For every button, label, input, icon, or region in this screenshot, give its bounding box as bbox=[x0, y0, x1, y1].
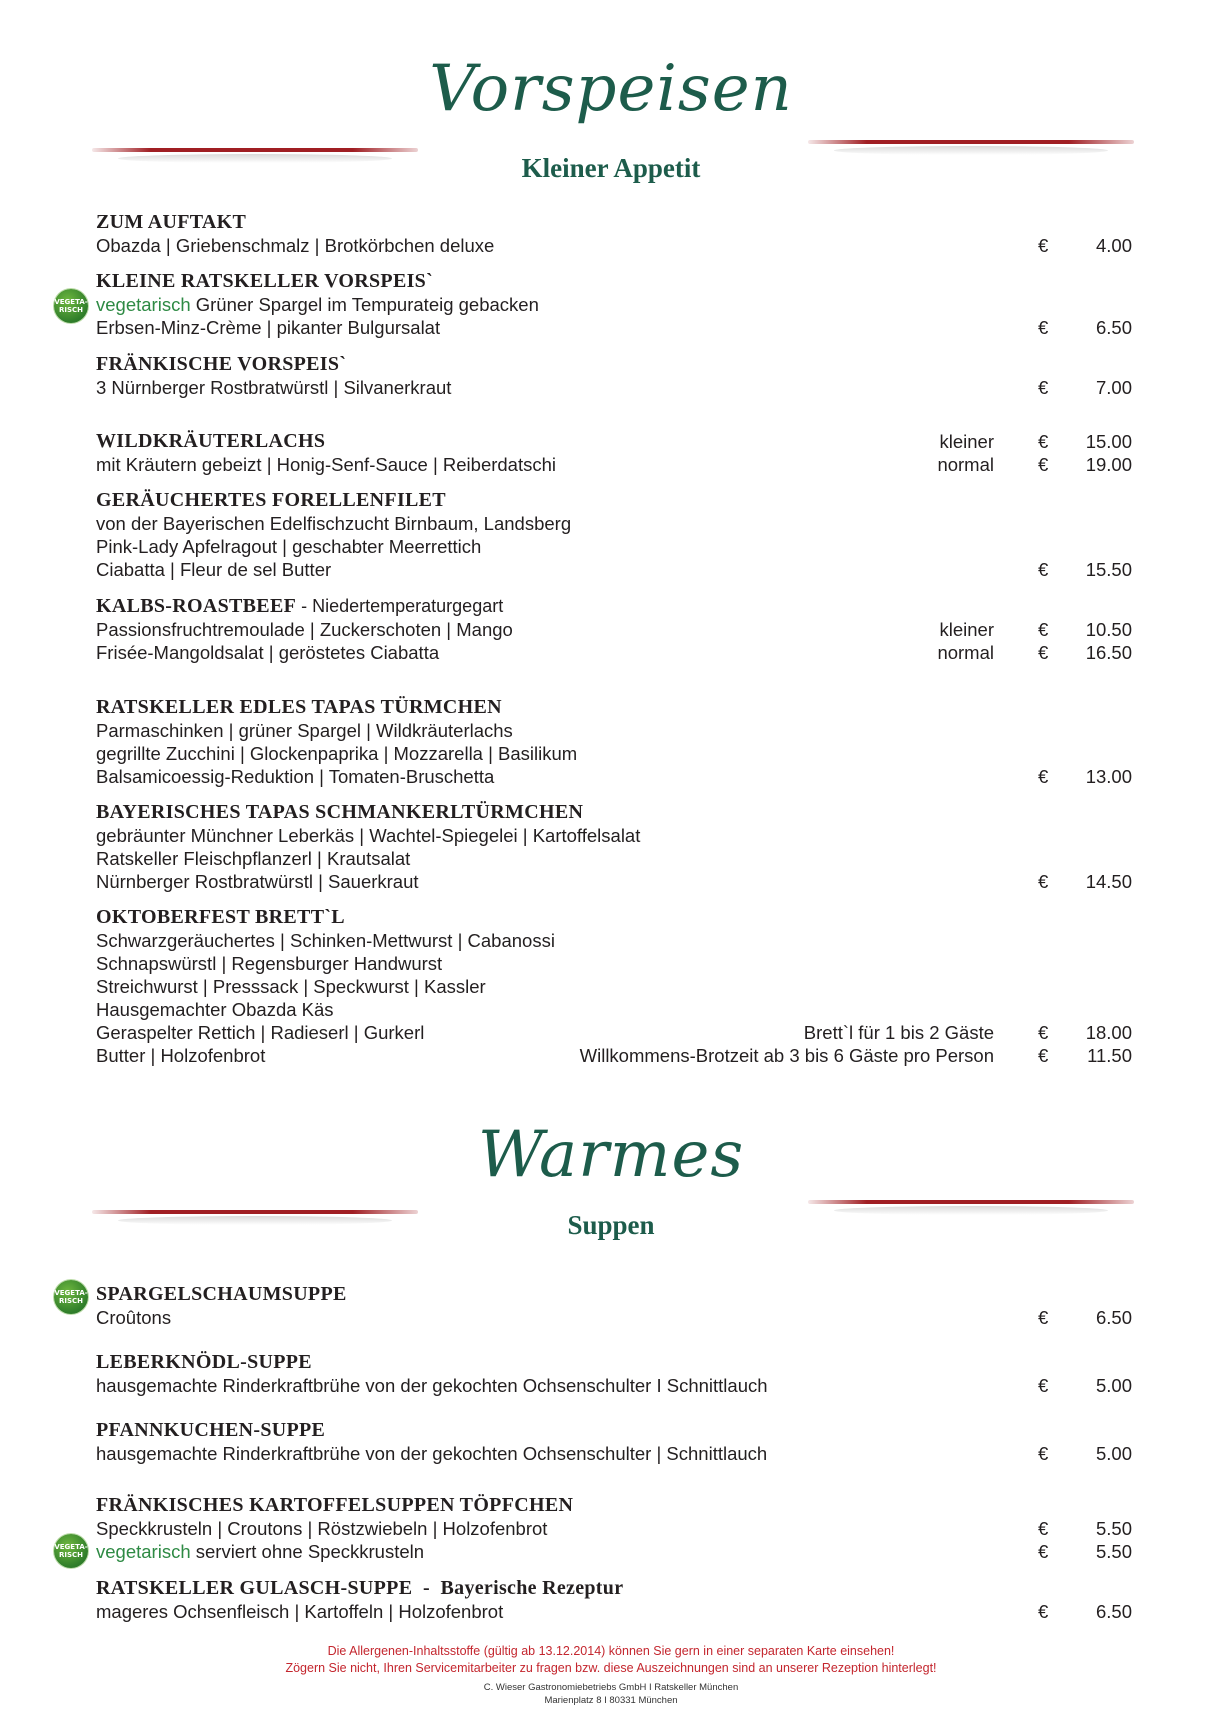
item-desc-text: Grüner Spargel im Tempurateig gebacken bbox=[190, 294, 539, 315]
title-suffix: - Niedertemperaturgegart bbox=[296, 596, 504, 616]
decorative-stroke-left bbox=[92, 148, 418, 152]
item-price-pfannkuchen: 5.00 bbox=[1095, 1443, 1132, 1464]
vegetarian-label: vegetarisch bbox=[96, 1541, 191, 1562]
item-title-schmankerl: BAYERISCHES TAPAS SCHMANKERLTÜRMCHEN bbox=[96, 801, 584, 823]
vegetarian-badge-icon bbox=[54, 1280, 88, 1314]
item-desc-wildkraeuterlachs: mit Kräutern gebeizt | Honig-Senf-Sauce | Reiberdatschi bbox=[96, 454, 557, 475]
title-text: RATSKELLER GULASCH-SUPPE bbox=[96, 1577, 413, 1599]
footer-address: Marienplatz 8 I 80331 München bbox=[544, 1695, 678, 1706]
vegetarian-label: vegetarisch bbox=[96, 294, 191, 315]
item-desc-pfannkuchen: hausgemachte Rinderkraftbrühe von der gekochten Ochsenschulter | Schnittlauch bbox=[96, 1443, 768, 1464]
currency-symbol: € bbox=[1038, 642, 1049, 663]
currency-symbol: € bbox=[1038, 235, 1049, 256]
item-price: 16.50 bbox=[1085, 642, 1132, 663]
item-price-fraenkische-vorspeis: 7.00 bbox=[1095, 377, 1132, 398]
section-subheading-suppen: Suppen bbox=[567, 1210, 655, 1240]
item-desc-auftakt: Obazda | Griebenschmalz | Brotkörbchen deluxe bbox=[96, 235, 495, 256]
currency-symbol: € bbox=[1038, 317, 1049, 338]
item-title-oktoberfest: OKTOBERFEST BRETT`L bbox=[96, 906, 345, 928]
item-title-pfannkuchen: PFANNKUCHEN-SUPPE bbox=[96, 1419, 326, 1441]
item-title-leberknoedel: LEBERKNÖDL-SUPPE bbox=[96, 1351, 312, 1373]
item-title-tapas-tuermchen: RATSKELLER EDLES TAPAS TÜRMCHEN bbox=[96, 696, 502, 718]
item-desc-line: Butter | Holzofenbrot bbox=[96, 1045, 266, 1066]
item-price-auftakt: 4.00 bbox=[1095, 235, 1132, 256]
item-desc-line: Geraspelter Rettich | Radieserl | Gurkerl bbox=[96, 1022, 425, 1043]
size-label: normal bbox=[937, 454, 994, 475]
currency-symbol: € bbox=[1038, 1022, 1049, 1043]
currency-symbol: € bbox=[1038, 1307, 1049, 1328]
size-label: Brett`l für 1 bis 2 Gäste bbox=[803, 1022, 994, 1043]
currency-symbol: € bbox=[1038, 1443, 1049, 1464]
currency-symbol: € bbox=[1038, 619, 1049, 640]
item-title-forellenfilet: GERÄUCHERTES FORELLENFILET bbox=[96, 489, 446, 511]
item-title-kalbs-roastbeef bbox=[96, 595, 503, 618]
size-label: kleiner bbox=[939, 619, 994, 640]
item-desc-line: gegrillte Zucchini | Glockenpaprika | Mozzarella | Basilikum bbox=[96, 743, 578, 764]
item-desc-line: von der Bayerischen Edelfischzucht Birnbaum, Landsberg bbox=[96, 513, 572, 534]
footer-service-note: Zögern Sie nicht, Ihren Servicemitarbeiter zu fragen bzw. diese Auszeichnungen sind an unserer Rezeption hinterlegt! bbox=[285, 1661, 937, 1675]
item-price: 5.50 bbox=[1095, 1518, 1132, 1539]
item-desc-spargelschaum: Croûtons bbox=[96, 1307, 172, 1328]
badge-line1: VEGETA- bbox=[54, 298, 88, 306]
item-desc-line: Frisée-Mangoldsalat | geröstetes Ciabatta bbox=[96, 642, 440, 663]
item-desc-line: gebräunter Münchner Leberkäs | Wachtel-Spiegelei | Kartoffelsalat bbox=[96, 825, 641, 846]
currency-symbol: € bbox=[1038, 454, 1049, 475]
item-price: 19.00 bbox=[1085, 454, 1132, 475]
currency-symbol: € bbox=[1038, 1375, 1049, 1396]
item-desc-line: Parmaschinken | grüner Spargel | Wildkräuterlachs bbox=[96, 720, 513, 741]
item-desc-line: Ciabatta | Fleur de sel Butter bbox=[96, 559, 332, 580]
title-text: KALBS-ROASTBEEF bbox=[96, 595, 297, 617]
item-title-wildkraeuterlachs: WILDKRÄUTERLACHS bbox=[96, 430, 326, 452]
item-desc-text: serviert ohne Speckkrusteln bbox=[190, 1541, 425, 1562]
item-price: 15.00 bbox=[1085, 431, 1132, 452]
item-desc-kleine-vorspeis-2: Erbsen-Minz-Crème | pikanter Bulgursalat bbox=[96, 317, 441, 338]
currency-symbol: € bbox=[1038, 377, 1049, 398]
size-label: normal bbox=[937, 642, 994, 663]
size-label: Willkommens-Brotzeit ab 3 bis 6 Gäste pro Person bbox=[579, 1045, 994, 1066]
badge-line2: RISCH bbox=[58, 306, 84, 314]
currency-symbol: € bbox=[1038, 871, 1049, 892]
item-desc-kartoffelsuppe: Speckkrusteln | Croutons | Röstzwiebeln | Holzofenbrot bbox=[96, 1518, 548, 1539]
item-desc-line: Passionsfruchtremoulade | Zuckerschoten | Mango bbox=[96, 619, 513, 640]
item-price: 18.00 bbox=[1085, 1022, 1132, 1043]
item-desc-line: Ratskeller Fleischpflanzerl | Krautsalat bbox=[96, 848, 411, 869]
currency-symbol: € bbox=[1038, 431, 1049, 452]
item-desc-line: Streichwurst | Presssack | Speckwurst | Kassler bbox=[96, 976, 486, 997]
item-price: 10.50 bbox=[1085, 619, 1132, 640]
currency-symbol: € bbox=[1038, 1045, 1049, 1066]
item-price-schmankerl: 14.50 bbox=[1085, 871, 1132, 892]
item-desc-line: Schnapswürstl | Regensburger Handwurst bbox=[96, 953, 443, 974]
currency-symbol: € bbox=[1038, 559, 1049, 580]
item-desc-line: Pink-Lady Apfelragout | geschabter Meerrettich bbox=[96, 536, 482, 557]
section-subheading-kleiner-appetit: Kleiner Appetit bbox=[521, 153, 701, 183]
currency-symbol: € bbox=[1038, 1518, 1049, 1539]
footer-allergen-note: Die Allergenen-Inhaltsstoffe (gültig ab 13.12.2014) können Sie gern in einer separaten Karte einsehen! bbox=[327, 1644, 895, 1658]
item-title-spargelschaum: SPARGELSCHAUMSUPPE bbox=[96, 1283, 347, 1305]
currency-symbol: € bbox=[1038, 1541, 1049, 1562]
item-desc-line: Nürnberger Rostbratwürstl | Sauerkraut bbox=[96, 871, 419, 892]
badge-line1: VEGETA- bbox=[54, 1543, 88, 1551]
currency-symbol: € bbox=[1038, 766, 1049, 787]
vegetarian-badge-icon bbox=[54, 1534, 88, 1568]
item-desc-leberknoedel: hausgemachte Rinderkraftbrühe von der gekochten Ochsenschulter I Schnittlauch bbox=[96, 1375, 768, 1396]
item-title-gulasch bbox=[96, 1577, 623, 1600]
currency-symbol: € bbox=[1038, 1601, 1049, 1622]
item-desc-gulasch: mageres Ochsenfleisch | Kartoffeln | Holzofenbrot bbox=[96, 1601, 504, 1622]
decorative-stroke-right bbox=[808, 140, 1134, 144]
item-price-leberknoedel: 5.00 bbox=[1095, 1375, 1132, 1396]
item-desc-kleine-vorspeis-1 bbox=[96, 293, 539, 316]
item-price-spargelschaum: 6.50 bbox=[1095, 1307, 1132, 1328]
item-price: 11.50 bbox=[1087, 1045, 1132, 1066]
item-price-gulasch: 6.50 bbox=[1095, 1601, 1132, 1622]
item-price-forellenfilet: 15.50 bbox=[1085, 559, 1132, 580]
item-title-kartoffelsuppe: FRÄNKISCHES KARTOFFELSUPPEN TÖPFCHEN bbox=[96, 1494, 574, 1516]
item-desc-line: Balsamicoessig-Reduktion | Tomaten-Bruschetta bbox=[96, 766, 495, 787]
item-desc-fraenkische-vorspeis: 3 Nürnberger Rostbratwürstl | Silvanerkraut bbox=[96, 377, 452, 398]
size-label: kleiner bbox=[939, 431, 994, 452]
badge-line2: RISCH bbox=[58, 1297, 84, 1305]
item-title-auftakt: ZUM AUFTAKT bbox=[96, 211, 247, 233]
item-price-tapas-tuermchen: 13.00 bbox=[1085, 766, 1132, 787]
item-title-fraenkische-vorspeis: FRÄNKISCHE VORSPEIS` bbox=[96, 353, 347, 375]
item-price: 5.50 bbox=[1095, 1541, 1132, 1562]
section-heading-warmes: Warmes bbox=[477, 1118, 745, 1192]
decorative-stroke-right bbox=[808, 1200, 1134, 1204]
footer-company: C. Wieser Gastronomiebetriebs GmbH I Ratskeller München bbox=[483, 1682, 739, 1693]
item-desc-line: Hausgemachter Obazda Käs bbox=[96, 999, 334, 1020]
vegetarian-badge-icon bbox=[54, 289, 88, 323]
title-suffix: - Bayerische Rezeptur bbox=[412, 1577, 624, 1599]
badge-line2: RISCH bbox=[58, 1551, 84, 1559]
item-desc-line: Schwarzgeräuchertes | Schinken-Mettwurst | Cabanossi bbox=[96, 930, 555, 951]
item-desc-kartoffelsuppe-veg bbox=[96, 1540, 424, 1563]
item-price-kleine-vorspeis: 6.50 bbox=[1095, 317, 1132, 338]
badge-line1: VEGETA- bbox=[54, 1289, 88, 1297]
item-title-kleine-vorspeis: KLEINE RATSKELLER VORSPEIS` bbox=[96, 270, 434, 292]
section-heading-vorspeisen: Vorspeisen bbox=[429, 52, 793, 126]
